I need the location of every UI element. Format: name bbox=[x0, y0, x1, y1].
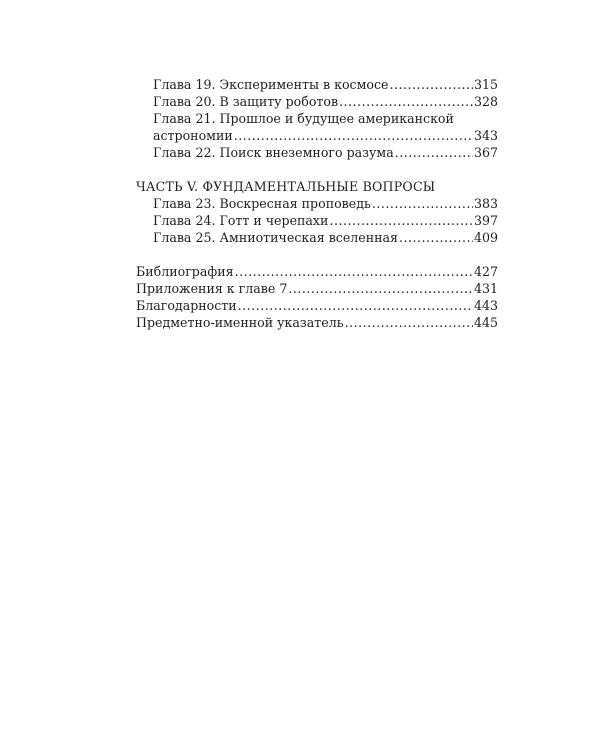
toc-entry-chapter-21 bbox=[136, 127, 498, 144]
toc-leader-dots bbox=[339, 93, 473, 110]
toc-leader-dots bbox=[372, 195, 473, 212]
toc-entry-title: Приложения к главе 7 bbox=[136, 281, 288, 296]
toc-entry-title: Глава 25. Амниотическая вселенная bbox=[153, 230, 398, 245]
toc-entry-index bbox=[136, 314, 498, 331]
toc-entry-title: Глава 19. Эксперименты в космосе bbox=[153, 77, 389, 92]
toc-entry-title: Глава 22. Поиск внеземного разума bbox=[153, 145, 394, 160]
toc-entry-appendices bbox=[136, 280, 498, 297]
toc-entry-chapter-20 bbox=[136, 93, 498, 110]
toc-leader-dots bbox=[389, 76, 472, 93]
table-of-contents bbox=[136, 76, 498, 331]
toc-entry-page: 383 bbox=[473, 196, 498, 211]
toc-leader-dots bbox=[234, 127, 473, 144]
toc-entry-title: Глава 24. Готт и черепахи bbox=[153, 213, 329, 228]
toc-entry-chapter-23 bbox=[136, 195, 498, 212]
toc-entry-page: 343 bbox=[473, 128, 498, 143]
toc-entry-title: Глава 23. Воскресная проповедь bbox=[153, 196, 371, 211]
toc-leader-dots bbox=[395, 144, 473, 161]
part-heading: ЧАСТЬ V. ФУНДАМЕНТАЛЬНЫЕ ВОПРОСЫ bbox=[136, 179, 436, 194]
toc-entry-chapter-19 bbox=[136, 76, 498, 93]
spacer bbox=[136, 161, 498, 178]
toc-entry-bibliography bbox=[136, 263, 498, 280]
toc-entry-title: Библиография bbox=[136, 264, 234, 279]
toc-leader-dots bbox=[329, 212, 473, 229]
toc-entry-page: 315 bbox=[473, 77, 498, 92]
toc-leader-dots bbox=[288, 280, 473, 297]
toc-entry-page: 431 bbox=[473, 281, 498, 296]
toc-entry-chapter-25 bbox=[136, 229, 498, 246]
toc-leader-dots bbox=[235, 263, 473, 280]
toc-entry-title: астрономии bbox=[153, 128, 233, 143]
toc-entry-page: 443 bbox=[473, 298, 498, 313]
toc-entry-title: Глава 20. В защиту роботов bbox=[153, 94, 339, 109]
toc-leader-dots bbox=[238, 297, 473, 314]
toc-entry-chapter-22 bbox=[136, 144, 498, 161]
toc-entry-page: 427 bbox=[473, 264, 498, 279]
toc-leader-dots bbox=[399, 229, 473, 246]
toc-leader-dots bbox=[345, 314, 473, 331]
toc-entry-page: 328 bbox=[473, 94, 498, 109]
spacer bbox=[136, 246, 498, 263]
toc-entry-acknowledgements bbox=[136, 297, 498, 314]
toc-entry-title: Предметно-именной указатель bbox=[136, 315, 344, 330]
toc-entry-chapter-21-line1: Глава 21. Прошлое и будущее американской bbox=[153, 111, 454, 126]
toc-entry-page: 397 bbox=[473, 213, 498, 228]
toc-entry-title: Благодарности bbox=[136, 298, 237, 313]
toc-entry-page: 367 bbox=[473, 145, 498, 160]
toc-entry-page: 409 bbox=[473, 230, 498, 245]
toc-entry-page: 445 bbox=[473, 315, 498, 330]
toc-entry-chapter-24 bbox=[136, 212, 498, 229]
